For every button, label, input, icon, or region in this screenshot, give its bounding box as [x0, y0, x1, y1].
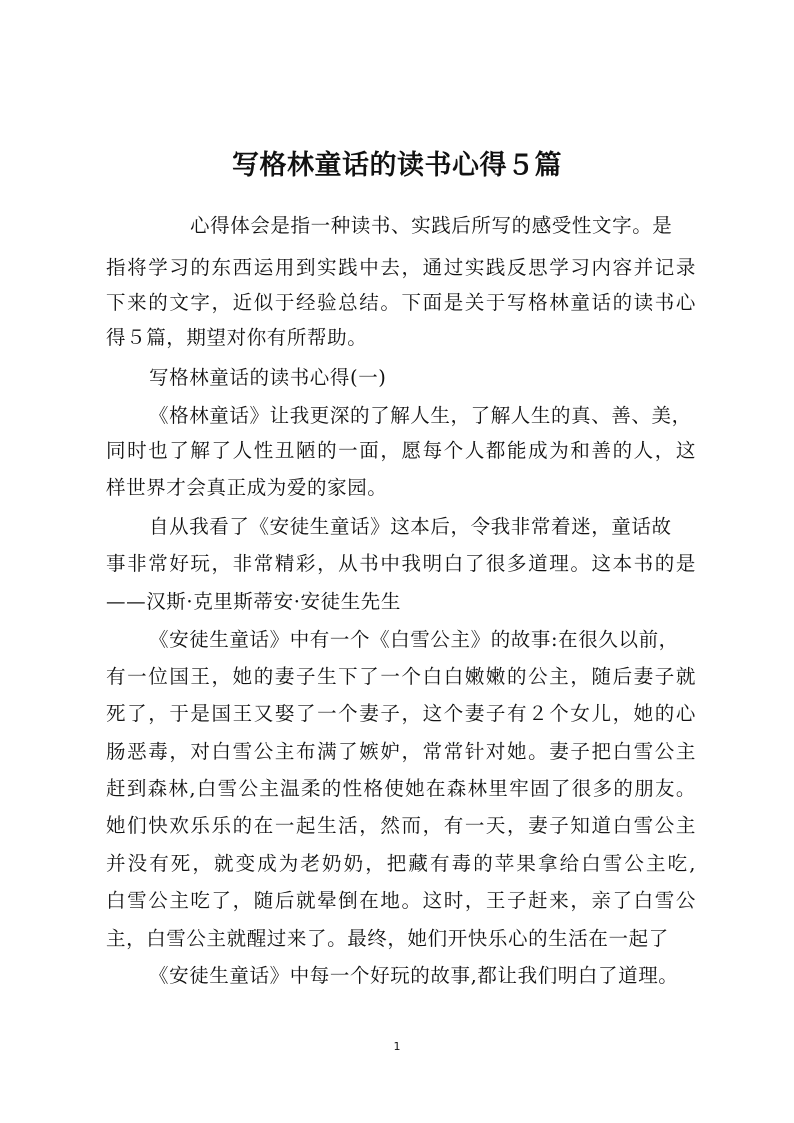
paragraph-line: 赶到森林,白雪公主温柔的性格使她在森林里牢固了很多的朋友。 — [106, 777, 696, 800]
paragraph-line: ——汉斯·克里斯蒂安·安徒生先生 — [106, 590, 401, 613]
paragraph-line: 自从我看了《安徒生童话》这本后，令我非常着迷，童话故 — [149, 515, 672, 538]
paragraph-line: 样世界才会真正成为爱的家园。 — [106, 476, 388, 499]
paragraph-line: 《格林童话》让我更深的了解人生，了解人生的真、善、美， — [149, 404, 692, 427]
paragraph-line: 主，白雪公主就醒过来了。最终，她们开快乐心的生活在一起了 — [106, 927, 669, 950]
paragraph-line: 肠恶毒，对白雪公主布满了嫉妒，常常针对她。妻子把白雪公主 — [106, 740, 696, 763]
document-title: 写格林童话的读书心得５篇 — [232, 150, 562, 181]
page-number: 1 — [393, 1040, 401, 1053]
paragraph-line: 得５篇，期望对你有所帮助。 — [106, 326, 368, 349]
paragraph-line: 心得体会是指一种读书、实践后所写的感受性文字。是 — [190, 214, 673, 237]
paragraph-line: 有一位国王，她的妻子生下了一个白白嫩嫩的公主，随后妻子就 — [106, 665, 696, 688]
paragraph-line: 同时也了解了人性丑陋的一面，愿每个人都能成为和善的人，这 — [106, 439, 696, 462]
paragraph-line: 《安徒生童话》中每一个好玩的故事,都让我们明白了道理。 — [149, 964, 679, 987]
paragraph-line: 指将学习的东西运用到实践中去，通过实践反思学习内容并记录 — [106, 256, 696, 279]
paragraph-line: 并没有死，就变成为老奶奶，把藏有毒的苹果拿给白雪公主吃, — [106, 852, 696, 875]
paragraph-line: 下来的文字，近似于经验总结。下面是关于写格林童话的读书心 — [106, 291, 696, 314]
paragraph-line: 事非常好玩，非常精彩，从书中我明白了很多道理。这本书的是 — [106, 552, 696, 575]
paragraph-line: 《安徒生童话》中有一个《白雪公主》的故事:在很久以前， — [149, 628, 679, 651]
paragraph-line: 白雪公主吃了，随后就晕倒在地。这时，王子赶来，亲了白雪公 — [106, 889, 696, 912]
paragraph-line: 她们快欢乐乐的在一起生活，然而，有一天，妻子知道白雪公主 — [106, 814, 696, 837]
paragraph-line: 死了，于是国王又娶了一个妻子，这个妻子有２个女儿，她的心 — [106, 702, 696, 725]
section-heading: 写格林童话的读书心得(一) — [149, 366, 387, 389]
